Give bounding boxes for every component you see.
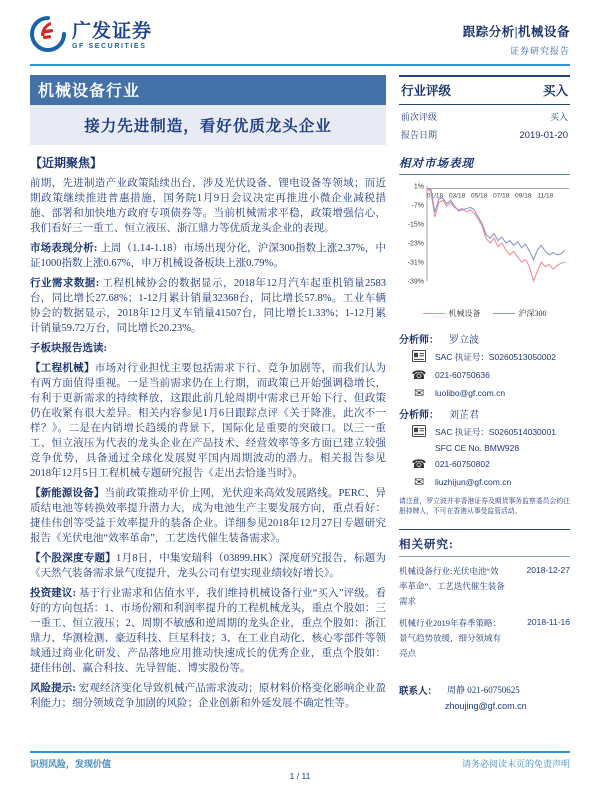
svg-text:-23%: -23% (407, 240, 424, 248)
logo-en: GF SECURITIES (72, 43, 147, 50)
paragraph (30, 241, 386, 271)
svg-text:09/18: 09/18 (515, 192, 532, 200)
paragraph-lead: 风险提示: (30, 683, 76, 694)
phone-icon: ☎ (411, 368, 427, 382)
prev-rating-value: 买入 (549, 112, 568, 122)
paragraph (30, 176, 386, 236)
report-type-sector: 跟踪分析|机械设备 (462, 25, 570, 39)
paragraph-text: 上周（1.14-1.18）市场出现分化，沪深300指数上涨2.37%，中证1000指数上涨0.67%，申万机械设备板块上涨0.79%。 (30, 243, 387, 269)
mail-icon: ✉ (413, 386, 425, 400)
page-number: 1 / 11 (289, 771, 311, 781)
prev-rating-label: 前次评级 (401, 112, 438, 122)
gf-logo-icon (30, 16, 66, 57)
analyst-label: 分析师： (399, 410, 439, 421)
report-subtitle: 接力先进制造，看好优质龙头企业 (30, 107, 386, 145)
paragraph-lead: 投资建议: (30, 588, 77, 599)
legend-label-mech: 机械设备 (448, 309, 481, 318)
relative-performance-line-chart (399, 181, 571, 301)
analyst-name: 刘芷君 (449, 410, 479, 421)
doc-type: 证券研究报告 (509, 46, 570, 56)
related-research-title: 机械设备行业:光伏电池“效率革命”、工艺迭代催生装备需求 (399, 566, 505, 606)
paragraph-text: 前期，先进制造产业政策陆续出台，涉及光伏设备、锂电设备等领域；而近期政策继续推进普惠措施，国务院1月9日会议决定再推进小微企业减税措施、部署和加快地方政府专项债券等。当前机械需求平稳，政策增强信心，我们看好三一重工、恒立液压、浙江鼎力等优质龙头企业的表现。 (30, 178, 386, 234)
analysts-block (399, 331, 570, 517)
analyst-cert2-row (399, 443, 570, 453)
related-research-item (399, 616, 570, 661)
analyst-phone-row (399, 368, 570, 382)
paragraph (30, 681, 386, 711)
contact-label: 联系人： (399, 687, 438, 697)
analyst-cert-row (399, 350, 570, 364)
analyst-phone-row (399, 457, 570, 471)
svg-text:-15%: -15% (407, 221, 424, 229)
industry-title-banner: 机械设备行业 (30, 75, 386, 107)
svg-text:-39%: -39% (407, 278, 424, 286)
footer (30, 757, 570, 770)
paragraph-text: 基于行业需求和估值水平，我们维持机械设备行业“买入”评级。看好的方向包括：1、市场份额和利润率提升的工程机械龙头，重点个股如：三一重工、恒立液压；2、周期不敏感和逆周期的龙头企业，重点个股如：浙江鼎力、华测检测、豪迈科技、巨星科技；3、在工业自动化、核心零部件等领域通过商业化研发、产品落地应用推动快速成长的优秀企业，重点个股如：捷佳伟创、赢合科技、先导智能、博实股份等。 (30, 588, 387, 674)
header-divider (30, 64, 570, 66)
analyst-phone: 021-60750636 (435, 370, 490, 380)
paragraph (30, 276, 386, 336)
sidebar-column (399, 75, 570, 716)
paragraph (30, 361, 386, 481)
content (30, 75, 570, 716)
related-research-heading: 相关研究: (399, 529, 570, 557)
chart-legend (399, 308, 570, 319)
paragraph-lead: 市场表现分析: (30, 243, 98, 254)
gf-logo (30, 16, 152, 57)
mail-icon: ✉ (413, 475, 425, 489)
analyst-label: 分析师： (399, 335, 439, 346)
header-right (463, 16, 570, 57)
prev-rating-row (399, 105, 570, 123)
performance-chart (399, 181, 570, 319)
performance-heading: 相对市场表现 (399, 155, 570, 175)
analyst-header (399, 406, 570, 421)
analyst-disclaimer-note: 请注意，罗立波并非香港证券及期货事务监察委员会的注册持牌人，不可在香港从事受监管活动。 (399, 498, 570, 515)
analyst-email-row (399, 475, 570, 489)
analyst-email: luolibo@gf.com.cn (435, 388, 506, 398)
legend-label-hs300: 沪深300 (518, 309, 547, 318)
legend-item-mech (423, 308, 481, 319)
related-research-date: 2018-12-27 (526, 565, 570, 575)
paragraph-text: 宏观经济变化导致机械产品需求波动；原材料价格变化影响企业盈利能力；细分领域竞争加剧的风险；企业创新和外延发展不确定性等。 (30, 683, 387, 709)
paragraph-lead: 【新能源设备】 (30, 488, 105, 499)
paragraph-lead: 子板块报告选读: (30, 343, 107, 354)
paragraph-text: 工程机械协会的数据显示，2018年12月汽车起重机销量2583台，同比增长27.68%；1-12月累计销量32368台，同比增长57.8%。工业车辆协会的数据显示，2018年12月叉车销量41507台，同比增长1.33%；1-12月累计销量59.72万台，同比增长20.23%。 (30, 278, 387, 334)
svg-text:11/18: 11/18 (537, 192, 554, 200)
rating-box (399, 75, 570, 141)
contact-email: zhoujing@gf.com.cn (445, 701, 527, 711)
svg-text:1%: 1% (413, 183, 424, 191)
id-card-icon (411, 425, 427, 439)
paragraph (30, 551, 386, 581)
legend-swatch-mech (423, 313, 445, 314)
analyst-phone: 021-60750802 (435, 459, 490, 469)
svg-text:-31%: -31% (407, 259, 424, 267)
analyst-cert2: SFC CE No. BMW928 (435, 443, 520, 453)
contact-block (399, 683, 570, 711)
paragraph-lead: 行业需求数据: (30, 278, 100, 289)
industry-rating-row (399, 75, 570, 105)
header (30, 16, 570, 57)
related-research-block (399, 529, 570, 711)
svg-text:07/18: 07/18 (493, 192, 510, 200)
svg-text:-7%: -7% (411, 202, 424, 210)
legend-swatch-hs300 (493, 313, 515, 314)
analyst-cert: SAC 执证号：S0260514030001 (435, 427, 556, 437)
footer-disclaimer: 请务必阅读末页的免责声明 (461, 759, 570, 769)
logo-cn: 广发证券 (72, 21, 153, 42)
section-heading-focus: 【近期聚焦】 (30, 156, 103, 170)
related-research-date: 2018-11-16 (527, 617, 570, 627)
report-date-row (399, 123, 570, 141)
analyst-email: liuzhijun@gf.com.cn (435, 477, 512, 487)
paragraph-text: 当前政策推动平价上网，光伏迎来高效发展路线。PERC、异质结电池等转换效率提升潜力大，成为电池生产主要发展方向，重点看好：捷佳伟创等受益于效率提升的装备企业。详细参见2018年12月27日专题研究报告《光伏电池“效率革命”，工艺迭代催生装备需求》。 (30, 488, 387, 544)
rating-label: 行业评级 (401, 84, 452, 98)
analyst-cert: SAC 执证号：S0260513050002 (435, 352, 556, 362)
rating-value: 买入 (542, 84, 568, 98)
paragraph (30, 341, 386, 356)
legend-item-hs300 (493, 308, 547, 319)
analyst-header (399, 331, 570, 346)
paragraph-lead: 【个股深度专题】 (30, 553, 116, 564)
logo-text (72, 22, 152, 51)
paragraph-lead: 【工程机械】 (30, 363, 95, 374)
phone-icon: ☎ (411, 457, 427, 471)
analyst-email-row (399, 386, 570, 400)
analyst-cert-row (399, 425, 570, 439)
report-date-label: 报告日期 (401, 130, 438, 140)
footer-slogan: 识别风险，发现价值 (30, 759, 112, 769)
paragraph (30, 586, 386, 676)
paragraph (30, 486, 386, 546)
contact-name-phone: 周静 021-60750625 (447, 685, 520, 695)
svg-text:03/18: 03/18 (448, 192, 466, 200)
paragraph-text: 市场对行业担忧主要包括需求下行、竞争加剧等，而我们认为有两方面值得重视。一是当前需求仍在上行期，而政策已开始强调稳增长，有利于更新需求的持续释放，这跟此前几轮周期中需求已开始下行、但政策仍在收紧有很大差异。相关内容参见1月6日跟踪点评《关于降准，此次不一样？》。二是在内销增长趋缓的背景下，国际化是重要的突破口。以三一重工、恒立液压为代表的龙头企业在产品技术、经营效率等多方面已建立较强竞争优势，具备通过全球化发展熨平国内周期波动的潜力。相关报告参见2018年12月5日工程机械专题研究报告《走出去恰逢当时》。 (30, 363, 386, 479)
paragraph-text: 1月8日，中集安瑞科（03899.HK）深度研究报告，标题为《天然气装备需求景气度提升，龙头公司有望实现业绩较好增长》。 (30, 553, 387, 579)
svg-text:01/18: 01/18 (426, 192, 444, 200)
main-column (30, 75, 386, 716)
id-card-icon (411, 350, 427, 364)
related-research-title: 机械行业2019年春季策略：景气趋势放缓，细分领域有亮点 (399, 618, 502, 658)
report-date-value: 2019-01-20 (519, 130, 568, 141)
svg-text:05/18: 05/18 (471, 192, 488, 200)
footer-divider (30, 751, 570, 753)
analyst-name: 罗立波 (449, 335, 479, 346)
related-research-item (399, 564, 570, 609)
